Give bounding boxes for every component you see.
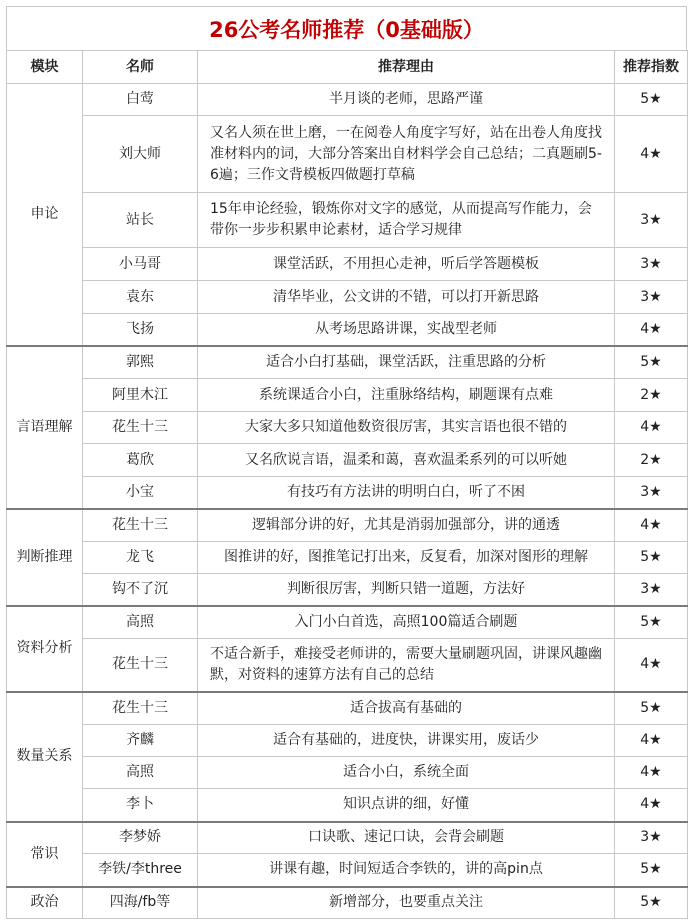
teacher-cell: 钩不了沉: [83, 574, 198, 606]
rating-cell: 3★: [615, 193, 688, 248]
table-body: [7, 84, 688, 919]
rating-cell: 4★: [615, 639, 688, 692]
teacher-table: [6, 50, 688, 919]
rating-cell: 3★: [615, 822, 688, 854]
reason-cell: 大家大多只知道他数资很厉害，其实言语也很不错的: [198, 412, 615, 444]
reason-cell: 图推讲的好，图推笔记打出来，反复看，加深对图形的理解: [198, 542, 615, 574]
reason-cell: 入门小白首选，高照100篇适合刷题: [198, 606, 615, 639]
table-row: [7, 692, 688, 725]
table-row: [7, 725, 688, 757]
teacher-cell: 花生十三: [83, 639, 198, 692]
teacher-cell: 高照: [83, 606, 198, 639]
table-row: [7, 281, 688, 314]
table-row: [7, 248, 688, 281]
teacher-cell: 葛欣: [83, 444, 198, 477]
rating-cell: 5★: [615, 542, 688, 574]
teacher-cell: 李卜: [83, 789, 198, 822]
module-cell: 政治: [7, 887, 83, 919]
rating-cell: 5★: [615, 606, 688, 639]
reason-cell: 不适合新手，难接受老师讲的，需要大量刷题巩固，讲课风趣幽默，对资料的速算方法有自己的总结: [198, 639, 615, 692]
module-cell: 判断推理: [7, 509, 83, 606]
table-row: [7, 412, 688, 444]
teacher-cell: 齐麟: [83, 725, 198, 757]
table-row: [7, 84, 688, 116]
reason-cell: 有技巧有方法讲的明明白白，听了不困: [198, 477, 615, 509]
table-row: [7, 379, 688, 412]
header-reason: 推荐理由: [198, 51, 615, 84]
reason-cell: 新增部分，也要重点关注: [198, 887, 615, 919]
table-row: [7, 477, 688, 509]
reason-cell: 适合有基础的，进度快，讲课实用，废话少: [198, 725, 615, 757]
teacher-cell: 郭熙: [83, 346, 198, 379]
teacher-cell: 高照: [83, 757, 198, 789]
reason-cell: 又名欣说言语，温柔和蔼，喜欢温柔系列的可以听她: [198, 444, 615, 477]
reason-cell: 逻辑部分讲的好，尤其是消弱加强部分，讲的通透: [198, 509, 615, 542]
table-row: [7, 193, 688, 248]
rating-cell: 4★: [615, 725, 688, 757]
teacher-cell: 小宝: [83, 477, 198, 509]
table-row: [7, 887, 688, 919]
teacher-cell: 李铁/李three: [83, 854, 198, 887]
teacher-cell: 龙飞: [83, 542, 198, 574]
reason-cell: 清华毕业，公文讲的不错，可以打开新思路: [198, 281, 615, 314]
rating-cell: 4★: [615, 116, 688, 193]
header-teacher: 名师: [83, 51, 198, 84]
table-row: [7, 574, 688, 606]
reason-cell: 从考场思路讲课，实战型老师: [198, 314, 615, 346]
table-row: [7, 509, 688, 542]
rating-cell: 4★: [615, 509, 688, 542]
table-row: [7, 542, 688, 574]
rating-cell: 3★: [615, 281, 688, 314]
rating-cell: 4★: [615, 789, 688, 822]
reason-cell: 适合小白打基础，课堂活跃，注重思路的分析: [198, 346, 615, 379]
reason-cell: 口诀歌、速记口诀，会背会刷题: [198, 822, 615, 854]
rating-cell: 5★: [615, 346, 688, 379]
header-row: [7, 51, 688, 84]
table-row: [7, 606, 688, 639]
module-cell: 言语理解: [7, 346, 83, 509]
rating-cell: 4★: [615, 314, 688, 346]
table-row: [7, 314, 688, 346]
rating-cell: 2★: [615, 379, 688, 412]
header-rating: 推荐指数: [615, 51, 688, 84]
rating-cell: 4★: [615, 412, 688, 444]
reason-cell: 半月谈的老师，思路严谨: [198, 84, 615, 116]
rating-cell: 4★: [615, 757, 688, 789]
table-row: [7, 639, 688, 692]
teacher-cell: 四海/fb等: [83, 887, 198, 919]
module-cell: 资料分析: [7, 606, 83, 692]
teacher-cell: 站长: [83, 193, 198, 248]
table-title: 26公考名师推荐（0基础版）: [6, 6, 687, 50]
table-row: [7, 757, 688, 789]
reason-cell: 适合小白，系统全面: [198, 757, 615, 789]
table-row: [7, 444, 688, 477]
table-row: [7, 116, 688, 193]
reason-cell: 讲课有趣，时间短适合李铁的，讲的高pin点: [198, 854, 615, 887]
reason-cell: 课堂活跃，不用担心走神，听后学答题模板: [198, 248, 615, 281]
rating-cell: 5★: [615, 84, 688, 116]
rating-cell: 3★: [615, 574, 688, 606]
header-module: 模块: [7, 51, 83, 84]
teacher-cell: 飞扬: [83, 314, 198, 346]
teacher-cell: 刘大师: [83, 116, 198, 193]
teacher-cell: 阿里木江: [83, 379, 198, 412]
table-row: [7, 854, 688, 887]
teacher-cell: 花生十三: [83, 509, 198, 542]
rating-cell: 5★: [615, 692, 688, 725]
teacher-cell: 花生十三: [83, 412, 198, 444]
reason-cell: 知识点讲的细，好懂: [198, 789, 615, 822]
teacher-cell: 花生十三: [83, 692, 198, 725]
reason-cell: 15年申论经验，锻炼你对文字的感觉，从而提高写作能力，会带你一步步积累申论素材，适合学习规律: [198, 193, 615, 248]
rating-cell: 3★: [615, 477, 688, 509]
table-row: [7, 822, 688, 854]
reason-cell: 判断很厉害，判断只错一道题，方法好: [198, 574, 615, 606]
module-cell: 常识: [7, 822, 83, 887]
rating-cell: 5★: [615, 887, 688, 919]
rating-cell: 2★: [615, 444, 688, 477]
reason-cell: 又名人须在世上磨，一在阅卷人角度字写好，站在出卷人角度找准材料内的词，大部分答案出自材料学会自己总结；二真题刷5-6遍；三作文背模板四做题打草稿: [198, 116, 615, 193]
rating-cell: 5★: [615, 854, 688, 887]
rating-cell: 3★: [615, 248, 688, 281]
reason-cell: 系统课适合小白，注重脉络结构，刷题课有点难: [198, 379, 615, 412]
module-cell: 申论: [7, 84, 83, 346]
teacher-cell: 袁东: [83, 281, 198, 314]
table-row: [7, 346, 688, 379]
teacher-cell: 李梦娇: [83, 822, 198, 854]
reason-cell: 适合拔高有基础的: [198, 692, 615, 725]
table-row: [7, 789, 688, 822]
teacher-cell: 小马哥: [83, 248, 198, 281]
teacher-cell: 白莺: [83, 84, 198, 116]
module-cell: 数量关系: [7, 692, 83, 822]
